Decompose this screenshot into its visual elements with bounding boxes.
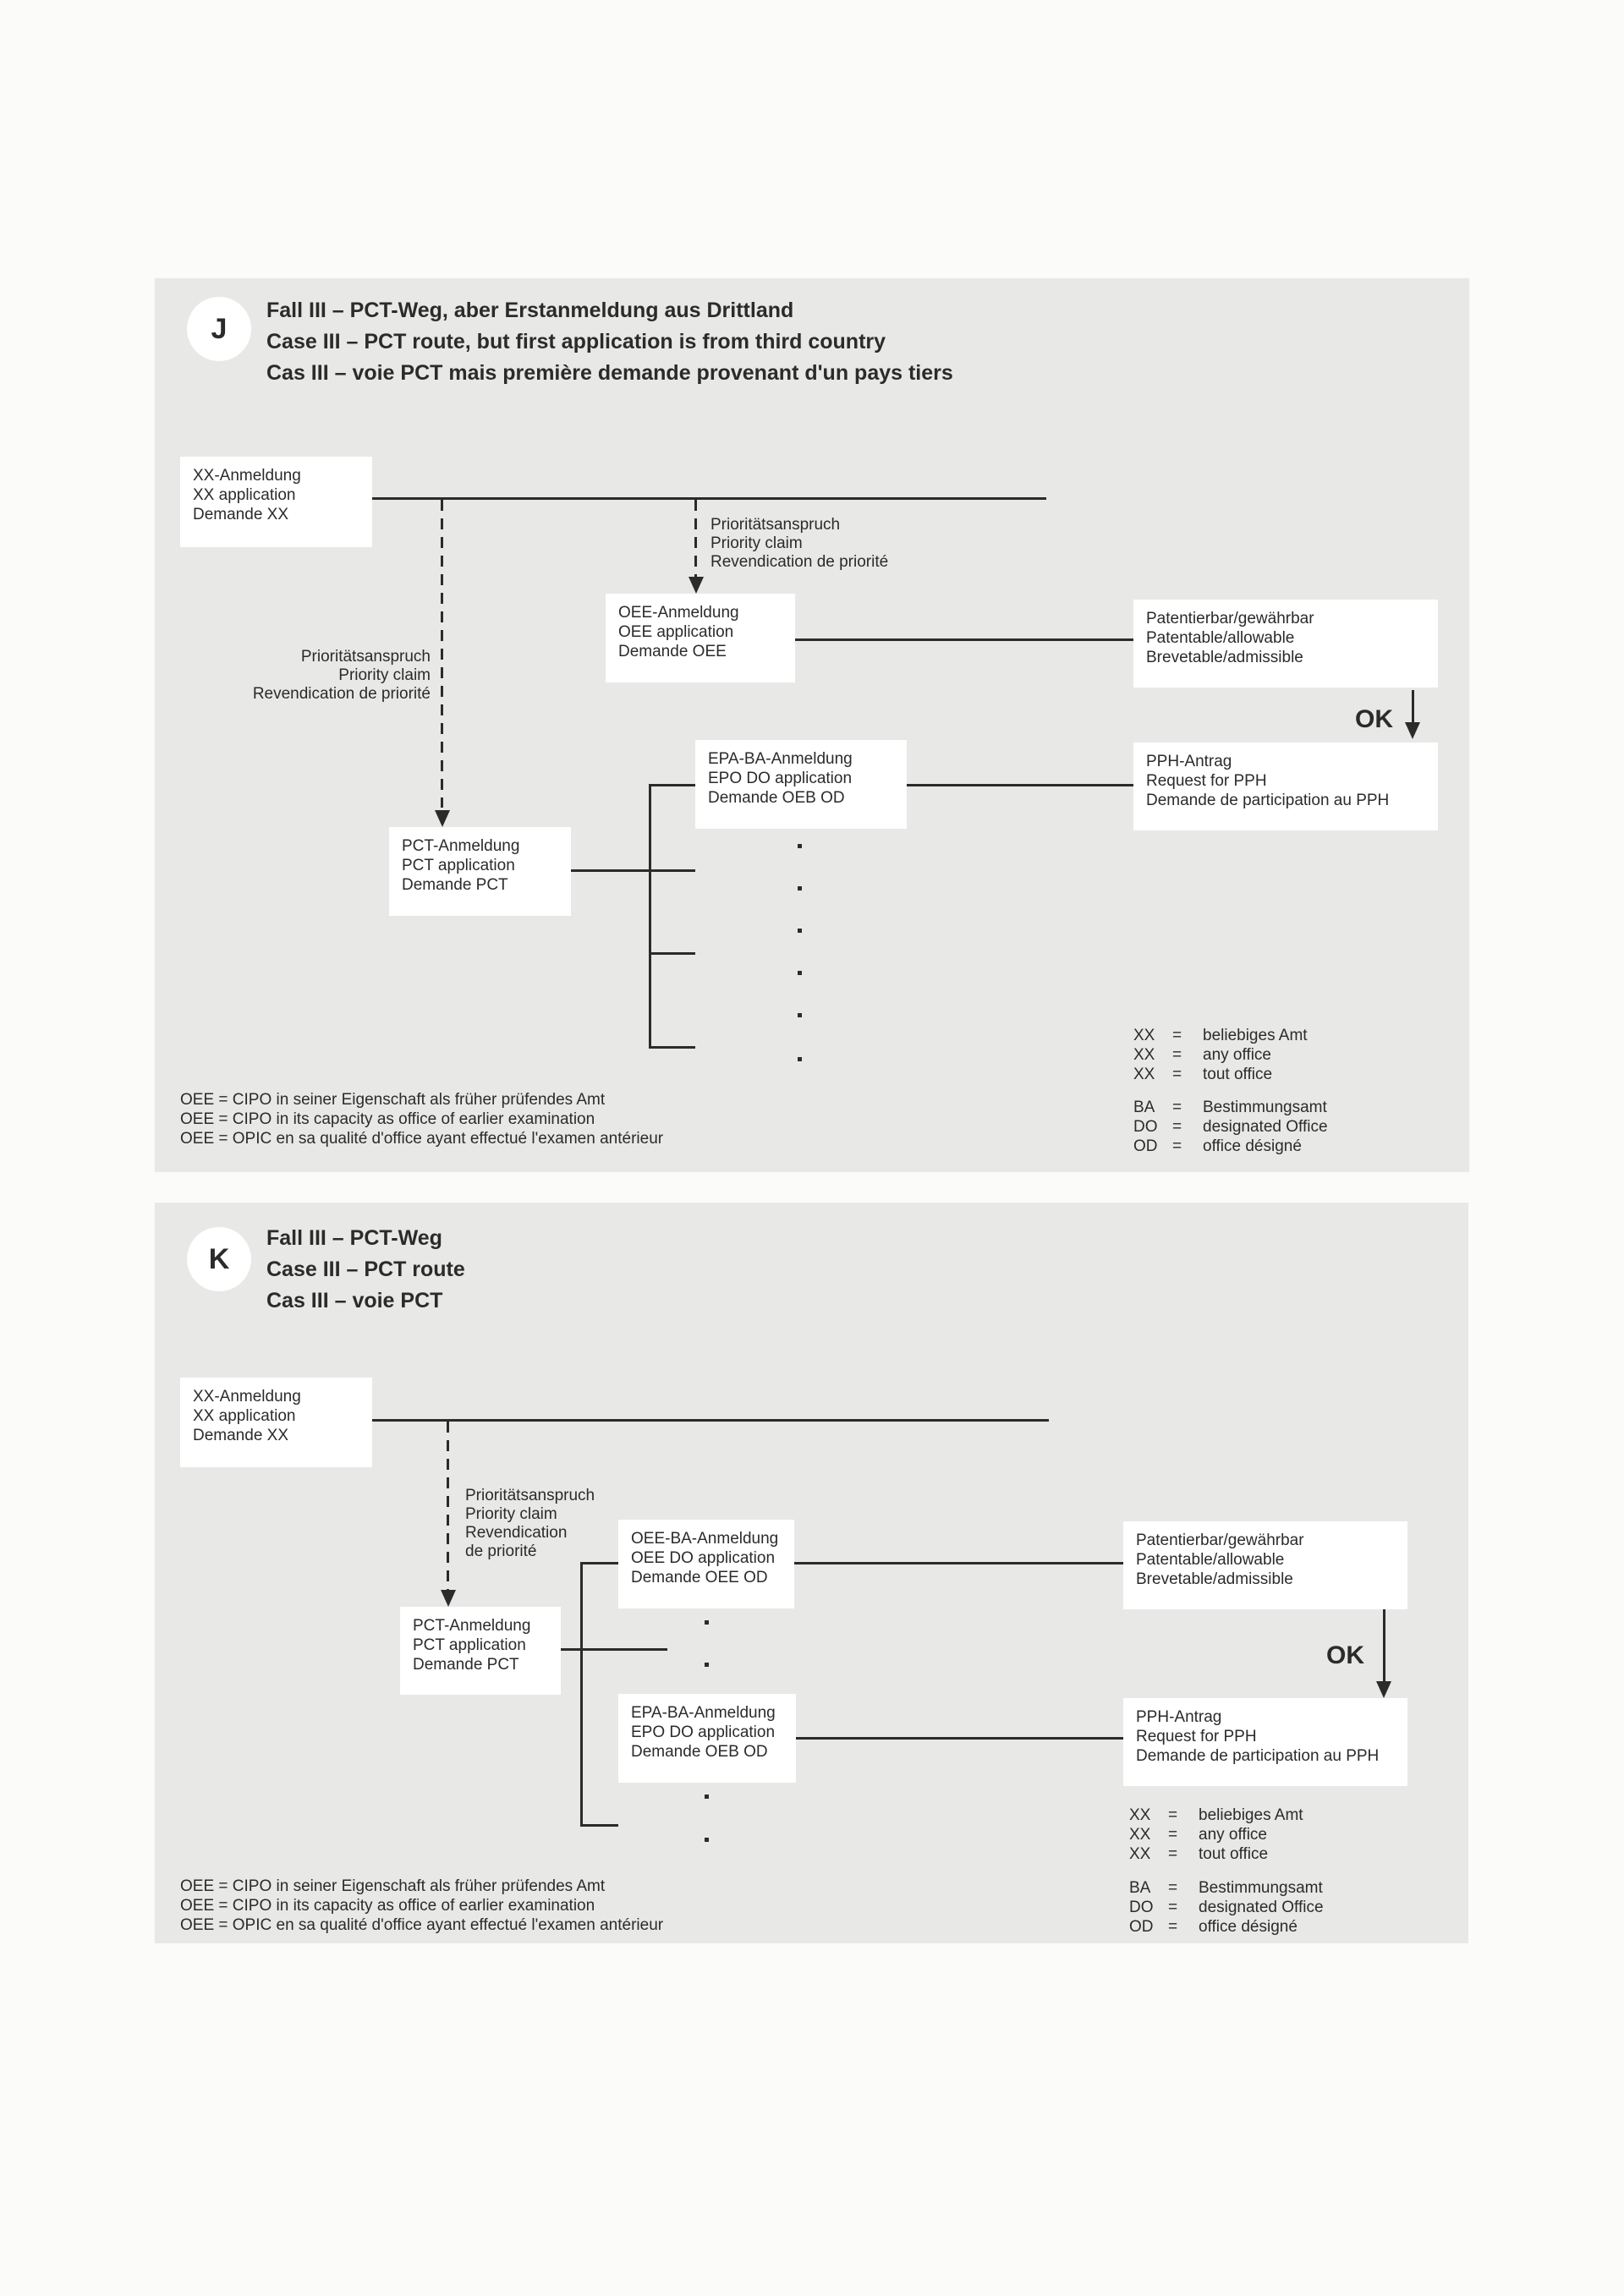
ellipsis-dot xyxy=(798,971,802,975)
box-pph-request: PPH-Antrag Request for PPH Demande de participation au PPH xyxy=(1123,1698,1407,1786)
bracket-stub-bottom xyxy=(580,1824,618,1827)
section-badge-k: K xyxy=(187,1227,251,1291)
title-line-fr: Cas III – voie PCT mais première demande provenant d'un pays tiers xyxy=(266,361,953,385)
legend-oee: OEE = CIPO in seiner Eigenschaft als früher prüfendes Amt OEE = CIPO in its capacity as office of earlier examination OEE = OPIC en sa qualité d'office ayant effectué l'examen antérieur xyxy=(180,1091,664,1148)
ellipsis-dot xyxy=(705,1795,709,1799)
box-oee-application: OEE-Anmeldung OEE application Demande OEE xyxy=(606,594,795,682)
box-xx-application: XX-Anmeldung XX application Demande XX xyxy=(180,457,372,547)
ellipsis-dot xyxy=(798,886,802,890)
section-badge-j: J xyxy=(187,297,251,361)
arrow-down-icon xyxy=(1376,1681,1391,1698)
box-epo-do-application: EPA-BA-Anmeldung EPO DO application Demande OEB OD xyxy=(695,740,907,829)
panel-j-title xyxy=(266,295,953,389)
panel-j xyxy=(155,278,1469,1172)
connector-xx-main xyxy=(372,497,1046,500)
connector-epo-to-pph xyxy=(907,784,1133,786)
box-xx-application: XX-Anmeldung XX application Demande XX xyxy=(180,1378,372,1467)
title-line-en: Case III – PCT route, but first application is from third country xyxy=(266,330,886,353)
ellipsis-dot xyxy=(705,1620,709,1625)
box-pct-application: PCT-Anmeldung PCT application Demande PCT xyxy=(389,827,571,916)
connector-priority-to-pct xyxy=(441,500,443,808)
box-epo-do-application: EPA-BA-Anmeldung EPO DO application Demande OEB OD xyxy=(618,1694,796,1783)
bracket-stub-top xyxy=(649,784,695,786)
connector-ok xyxy=(1412,690,1414,722)
ellipsis-dot xyxy=(798,1057,802,1061)
priority-claim-label-right: Prioritätsanspruch Priority claim Revendication de priorité xyxy=(710,516,889,571)
ok-label: OK xyxy=(1355,705,1393,733)
bracket-stub-bottom xyxy=(649,1046,695,1049)
arrow-down-icon xyxy=(689,577,704,594)
priority-claim-label-left: Prioritätsanspruch Priority claim Revendication de priorité xyxy=(252,648,431,703)
bracket-stub-middle xyxy=(649,952,695,955)
priority-claim-label: Prioritätsanspruch Priority claim Revendication de priorité xyxy=(465,1487,595,1560)
ok-label: OK xyxy=(1326,1641,1364,1669)
panel-k xyxy=(155,1203,1468,1943)
legend-xx: XX = beliebiges Amt XX = any office XX = tout office xyxy=(1133,1027,1308,1083)
connector-priority-to-oee xyxy=(694,500,697,577)
ellipsis-dot xyxy=(705,1663,709,1667)
connector-pct-to-bracket xyxy=(561,1648,667,1651)
connector-epaba-to-pph xyxy=(796,1737,1123,1740)
box-oee-do-application: OEE-BA-Anmeldung OEE DO application Demande OEE OD xyxy=(618,1520,794,1608)
arrow-down-icon xyxy=(441,1590,456,1607)
box-pct-application: PCT-Anmeldung PCT application Demande PCT xyxy=(400,1607,561,1695)
legend-oee: OEE = CIPO in seiner Eigenschaft als früher prüfendes Amt OEE = CIPO in its capacity as office of earlier examination OEE = OPIC en sa qualité d'office ayant effectué l'examen antérieur xyxy=(180,1877,664,1934)
box-patentable: Patentierbar/gewährbar Patentable/allowable Brevetable/admissible xyxy=(1123,1521,1407,1609)
title-line-de: Fall III – PCT-Weg, aber Erstanmeldung aus Drittland xyxy=(266,299,794,322)
ellipsis-dot xyxy=(798,929,802,933)
ellipsis-dot xyxy=(705,1838,709,1842)
connector-xx-main xyxy=(372,1419,1049,1422)
bracket-line xyxy=(649,784,651,1049)
bracket-line xyxy=(580,1562,583,1826)
box-pph-request: PPH-Antrag Request for PPH Demande de participation au PPH xyxy=(1133,743,1438,830)
connector-oeeba-to-patentable xyxy=(794,1562,1123,1564)
bracket-stub-top xyxy=(580,1562,618,1564)
title-line-en: Case III – PCT route xyxy=(266,1258,465,1281)
panel-k-title xyxy=(266,1223,465,1317)
ellipsis-dot xyxy=(798,1013,802,1017)
connector-priority-to-pct xyxy=(447,1422,449,1590)
arrow-down-icon xyxy=(435,810,450,827)
legend-xx: XX = beliebiges Amt XX = any office XX = tout office xyxy=(1129,1806,1303,1863)
arrow-down-icon xyxy=(1405,722,1420,739)
box-patentable: Patentierbar/gewährbar Patentable/allowable Brevetable/admissible xyxy=(1133,600,1438,688)
connector-oee-to-patentable xyxy=(795,638,1133,641)
legend-ba-do-od: BA = Bestimmungsamt DO = designated Office OD = office désigné xyxy=(1129,1879,1324,1936)
title-line-fr: Cas III – voie PCT xyxy=(266,1289,443,1312)
ellipsis-dot xyxy=(798,844,802,848)
title-line-de: Fall III – PCT-Weg xyxy=(266,1226,442,1250)
legend-ba-do-od: BA = Bestimmungsamt DO = designated Office OD = office désigné xyxy=(1133,1099,1328,1155)
connector-pct-to-bracket xyxy=(571,869,695,872)
connector-ok xyxy=(1383,1609,1385,1681)
